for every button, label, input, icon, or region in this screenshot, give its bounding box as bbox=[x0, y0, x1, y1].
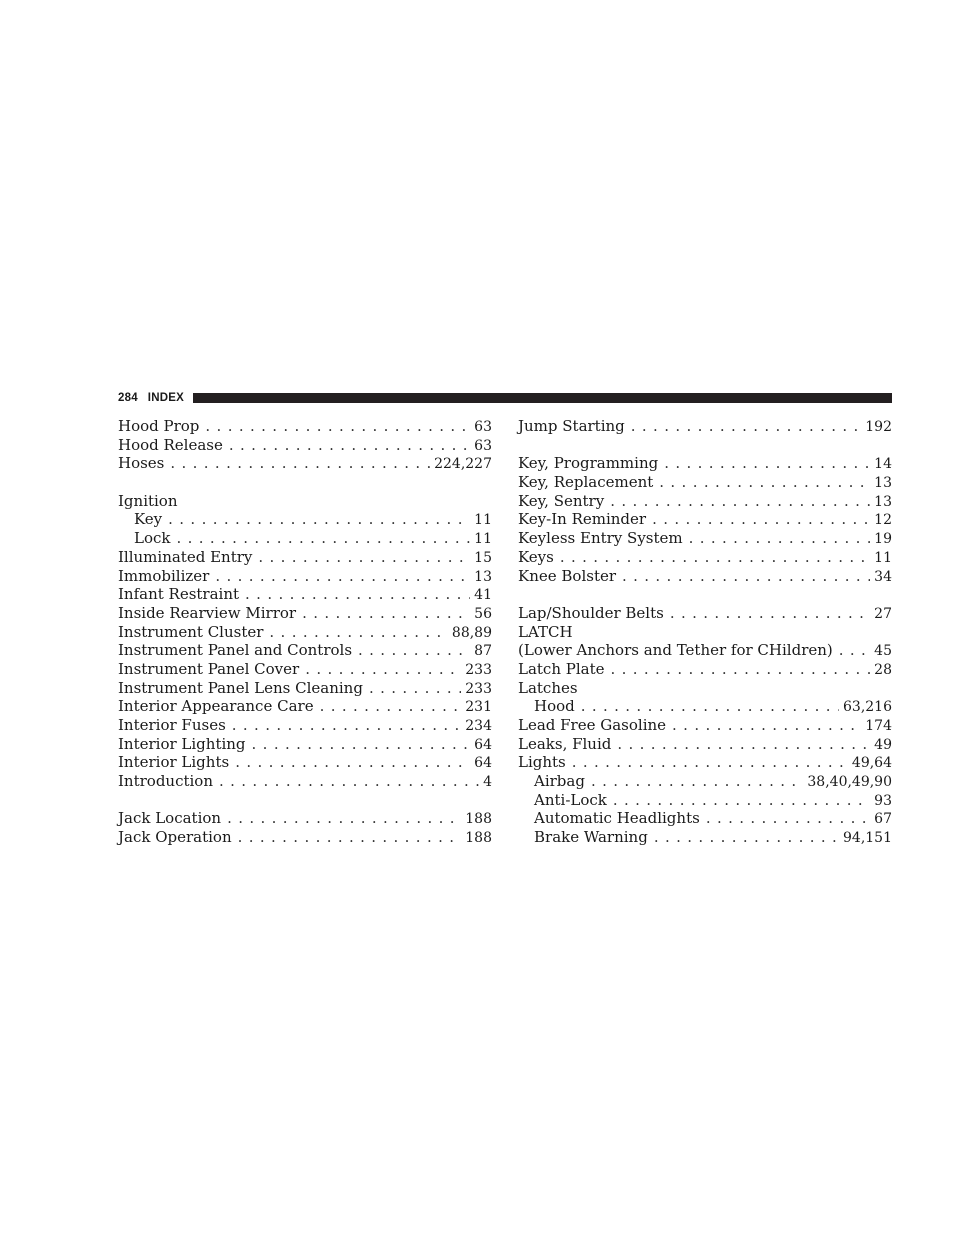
dot-leader bbox=[229, 436, 470, 455]
entry-pages: 188 bbox=[465, 830, 492, 847]
dot-leader bbox=[232, 716, 461, 735]
entry-pages: 192 bbox=[865, 419, 892, 435]
index-entry bbox=[518, 623, 892, 642]
index-entry bbox=[518, 660, 892, 679]
entry-term: Instrument Cluster bbox=[118, 622, 264, 641]
page-number: 284 bbox=[118, 392, 138, 404]
dot-leader bbox=[358, 641, 470, 660]
entry-pages: 88,89 bbox=[451, 624, 492, 641]
entry-term: Hood Prop bbox=[118, 417, 200, 435]
index-entry bbox=[118, 809, 492, 828]
dot-leader bbox=[369, 679, 461, 698]
dot-leader bbox=[581, 697, 839, 716]
entry-pages: 28 bbox=[874, 661, 892, 678]
index-entry bbox=[118, 417, 492, 436]
index-entry bbox=[118, 548, 492, 567]
index-entry bbox=[518, 641, 892, 660]
dot-leader bbox=[617, 735, 870, 754]
section-title: INDEX bbox=[147, 392, 184, 404]
entry-pages: 67 bbox=[874, 811, 892, 828]
entry-pages: 49,64 bbox=[851, 755, 892, 772]
entry-term: Lights bbox=[518, 753, 566, 772]
entry-term: Lock bbox=[134, 529, 171, 548]
index-entry bbox=[118, 623, 492, 642]
dot-leader bbox=[205, 417, 470, 436]
index-entry bbox=[518, 473, 892, 492]
entry-pages: 188 bbox=[465, 811, 492, 828]
entry-term: Introduction bbox=[118, 772, 213, 791]
entry-term: Instrument Panel Lens Cleaning bbox=[118, 678, 363, 697]
index-subentry bbox=[518, 828, 892, 847]
index-entry bbox=[118, 679, 492, 698]
dot-leader bbox=[305, 660, 461, 679]
entry-pages: 49 bbox=[874, 736, 892, 753]
index-column-right bbox=[518, 417, 892, 847]
index-entry bbox=[118, 585, 492, 604]
entry-term: Key-In Reminder bbox=[518, 510, 647, 529]
index-entry bbox=[518, 454, 892, 473]
entry-gap bbox=[118, 473, 492, 492]
entry-term: LATCH bbox=[518, 622, 573, 641]
entry-term: Interior Fuses bbox=[118, 716, 226, 734]
dot-leader bbox=[706, 809, 870, 828]
index-entry bbox=[118, 753, 492, 772]
dot-leader bbox=[652, 510, 870, 529]
entry-pages: 14 bbox=[874, 456, 892, 473]
entry-term: Illuminated Entry bbox=[118, 547, 253, 566]
index-entry bbox=[518, 567, 892, 586]
index-subentry bbox=[518, 809, 892, 828]
entry-term: Instrument Panel Cover bbox=[118, 659, 300, 678]
dot-leader bbox=[320, 697, 462, 716]
index-entry bbox=[118, 641, 492, 660]
dot-leader bbox=[168, 510, 470, 529]
entry-term: Anti-Lock bbox=[534, 790, 607, 809]
header-rule bbox=[193, 393, 892, 403]
dot-leader bbox=[611, 660, 871, 679]
entry-term: Lead Free Gasoline bbox=[518, 716, 667, 734]
dot-leader bbox=[252, 735, 471, 754]
entry-pages: 13 bbox=[474, 568, 492, 585]
entry-pages: 234 bbox=[465, 718, 492, 734]
entry-pages: 174 bbox=[865, 718, 892, 734]
entry-term: Immobilizer bbox=[118, 566, 210, 585]
entry-term: Jack Location bbox=[118, 809, 222, 828]
entry-pages: 11 bbox=[874, 549, 892, 566]
dot-leader bbox=[591, 772, 803, 791]
entry-term: Leaks, Fluid bbox=[518, 734, 612, 753]
entry-gap bbox=[118, 791, 492, 810]
index-entry bbox=[118, 772, 492, 791]
index-subentry bbox=[518, 772, 892, 791]
dot-leader bbox=[670, 604, 870, 623]
entry-term: (Lower Anchors and Tether for CHildren) bbox=[518, 641, 833, 660]
entry-pages: 56 bbox=[474, 605, 492, 622]
dot-leader bbox=[238, 828, 462, 847]
dot-leader bbox=[176, 529, 470, 548]
page-header bbox=[118, 388, 892, 408]
entry-term: Interior Appearance Care bbox=[118, 697, 314, 716]
entry-pages: 12 bbox=[874, 512, 892, 529]
entry-gap bbox=[518, 436, 892, 455]
index-entry bbox=[118, 828, 492, 847]
entry-pages: 63 bbox=[474, 419, 492, 435]
dot-leader bbox=[572, 753, 848, 772]
entry-term: Hoses bbox=[118, 454, 165, 473]
index-entry bbox=[518, 679, 892, 698]
entry-term: Hood bbox=[534, 697, 575, 716]
entry-pages: 231 bbox=[465, 699, 492, 716]
entry-term: Latch Plate bbox=[518, 659, 605, 678]
dot-leader bbox=[227, 809, 461, 828]
dot-leader bbox=[215, 567, 470, 586]
index-column-left bbox=[118, 417, 492, 847]
index-entry bbox=[118, 454, 492, 473]
dot-leader bbox=[219, 772, 479, 791]
entry-term: Keys bbox=[518, 547, 554, 566]
entry-term: Jack Operation bbox=[118, 828, 232, 847]
entry-term: Knee Bolster bbox=[518, 566, 617, 585]
entry-term: Latches bbox=[518, 678, 578, 697]
dot-leader bbox=[245, 585, 470, 604]
dot-leader bbox=[631, 417, 861, 436]
dot-leader bbox=[613, 791, 870, 810]
entry-pages: 224,227 bbox=[434, 456, 492, 473]
entry-term: Key bbox=[134, 510, 163, 529]
entry-pages: 19 bbox=[874, 531, 892, 548]
index-entry bbox=[118, 735, 492, 754]
index-entry bbox=[518, 735, 892, 754]
index-entry bbox=[518, 753, 892, 772]
entry-pages: 94,151 bbox=[843, 830, 892, 847]
index-entry bbox=[518, 604, 892, 623]
entry-pages: 34 bbox=[874, 568, 892, 585]
index-entry bbox=[518, 529, 892, 548]
dot-leader bbox=[610, 492, 870, 511]
entry-pages: 45 bbox=[874, 643, 892, 660]
dot-leader bbox=[672, 716, 861, 735]
index-entry bbox=[518, 417, 892, 436]
entry-term: Key, Replacement bbox=[518, 473, 654, 492]
entry-pages: 93 bbox=[874, 792, 892, 809]
dot-leader bbox=[622, 567, 870, 586]
dot-leader bbox=[170, 454, 430, 473]
dot-leader bbox=[302, 604, 470, 623]
dot-leader bbox=[659, 473, 870, 492]
entry-pages: 13 bbox=[874, 493, 892, 510]
dot-leader bbox=[560, 548, 870, 567]
entry-pages: 87 bbox=[474, 643, 492, 660]
entry-term: Lap/Shoulder Belts bbox=[518, 603, 664, 622]
entry-pages: 63 bbox=[474, 437, 492, 454]
entry-pages: 64 bbox=[474, 736, 492, 753]
entry-term: Interior Lighting bbox=[118, 734, 246, 753]
entry-pages: 63,216 bbox=[843, 699, 892, 716]
dot-leader bbox=[664, 454, 870, 473]
entry-pages: 38,40,49,90 bbox=[807, 774, 892, 791]
entry-term: Interior Lights bbox=[118, 753, 230, 772]
entry-term: Infant Restraint bbox=[118, 585, 240, 604]
entry-gap bbox=[518, 585, 892, 604]
index-entry bbox=[518, 716, 892, 735]
entry-pages: 11 bbox=[474, 531, 492, 548]
index-entry bbox=[118, 567, 492, 586]
dot-leader bbox=[839, 641, 870, 660]
entry-term: Key, Sentry bbox=[518, 491, 605, 510]
entry-pages: 233 bbox=[465, 661, 492, 678]
entry-pages: 27 bbox=[874, 605, 892, 622]
entry-term: Instrument Panel and Controls bbox=[118, 641, 353, 660]
entry-term: Airbag bbox=[534, 772, 585, 791]
index-subentry bbox=[518, 697, 892, 716]
entry-pages: 11 bbox=[474, 512, 492, 529]
entry-pages: 64 bbox=[474, 755, 492, 772]
index-entry bbox=[118, 492, 492, 511]
entry-pages: 13 bbox=[874, 475, 892, 492]
index-subentry bbox=[118, 510, 492, 529]
entry-term: Key, Programming bbox=[518, 454, 659, 473]
entry-term: Hood Release bbox=[118, 435, 223, 454]
dot-leader bbox=[689, 529, 871, 548]
index-subentry bbox=[118, 529, 492, 548]
entry-pages: 15 bbox=[474, 549, 492, 566]
index-subentry bbox=[518, 791, 892, 810]
entry-term: Ignition bbox=[118, 491, 178, 510]
dot-leader bbox=[654, 828, 839, 847]
index-entry bbox=[518, 510, 892, 529]
entry-term: Automatic Headlights bbox=[534, 809, 700, 828]
dot-leader bbox=[269, 623, 447, 642]
dot-leader bbox=[258, 548, 470, 567]
index-entry bbox=[118, 697, 492, 716]
index-entry bbox=[118, 604, 492, 623]
entry-term: Keyless Entry System bbox=[518, 529, 683, 548]
index-entry bbox=[118, 660, 492, 679]
index-entry bbox=[118, 716, 492, 735]
index-entry bbox=[118, 436, 492, 455]
entry-pages: 233 bbox=[465, 680, 492, 697]
entry-term: Brake Warning bbox=[534, 828, 648, 847]
entry-term: Inside Rearview Mirror bbox=[118, 603, 297, 622]
entry-pages: 4 bbox=[483, 774, 492, 791]
entry-pages: 41 bbox=[474, 587, 492, 604]
index-entry bbox=[518, 492, 892, 511]
entry-term: Jump Starting bbox=[518, 417, 625, 435]
index-entry bbox=[518, 548, 892, 567]
dot-leader bbox=[235, 753, 470, 772]
